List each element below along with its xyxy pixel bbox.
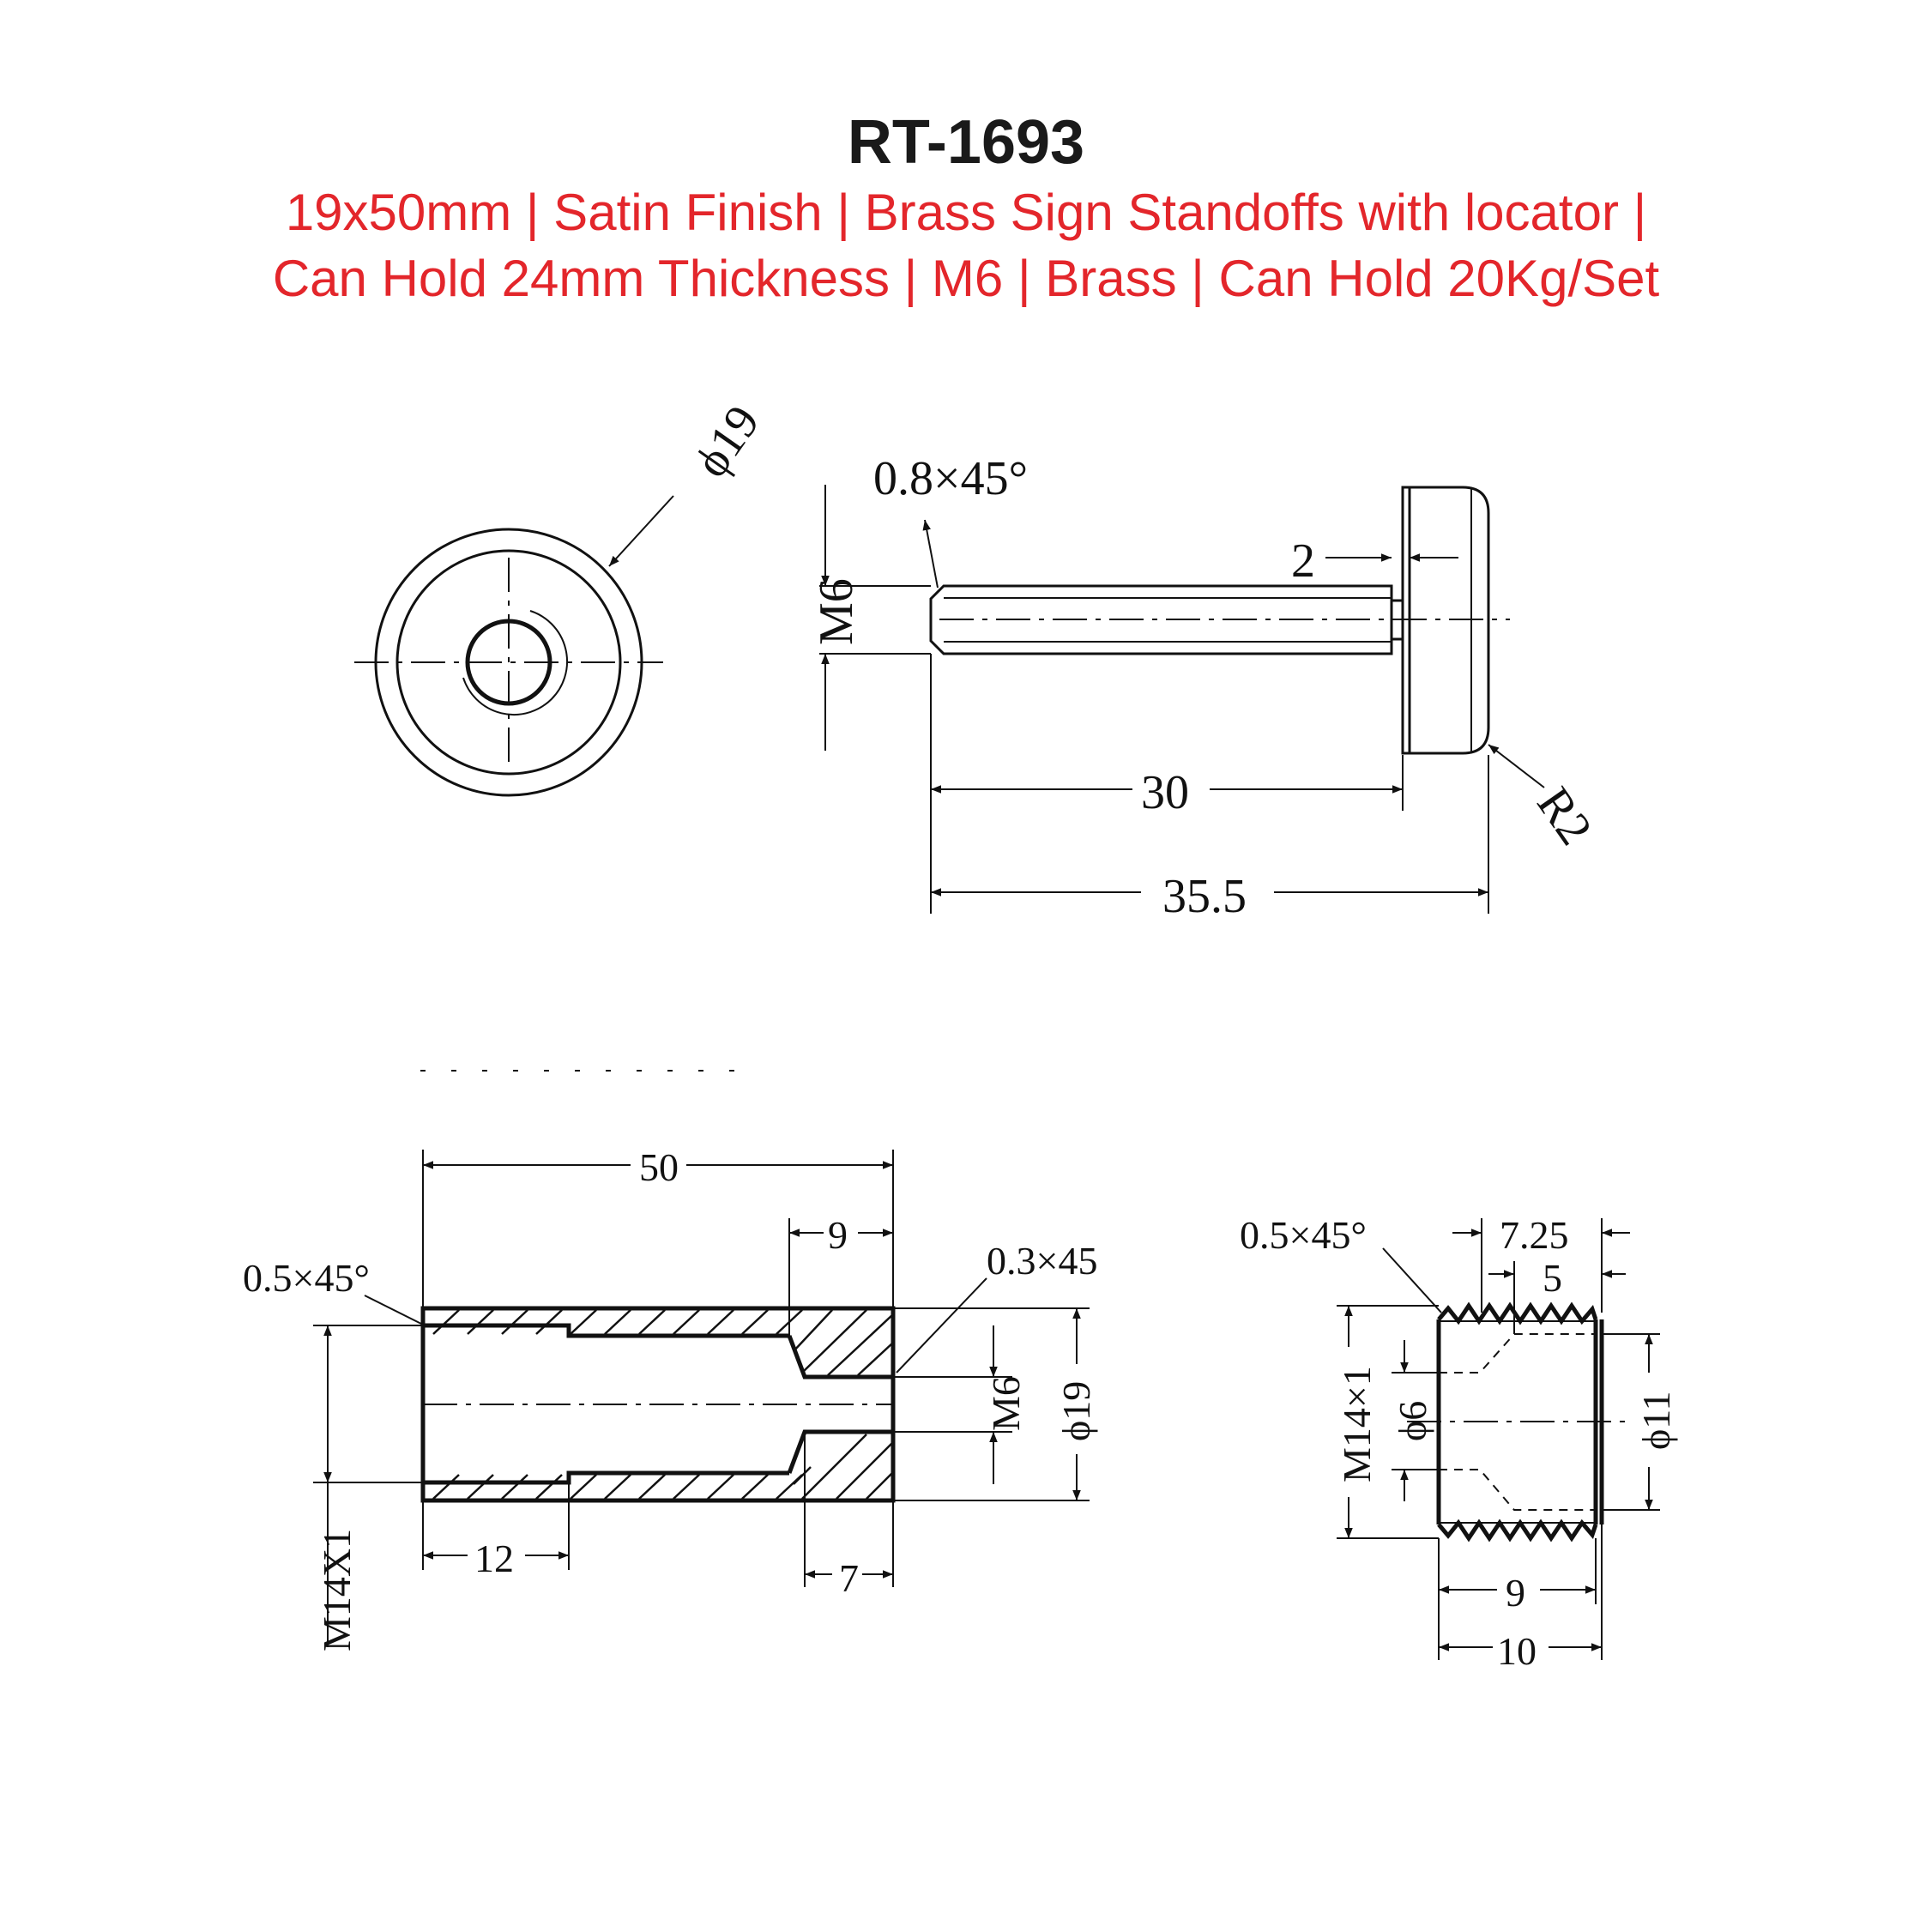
shank-length-label: 30 [1141,766,1189,819]
bore-depth-label: 9 [828,1213,848,1257]
length-d-label: 10 [1497,1629,1537,1673]
front-end-view [354,396,770,795]
seat-length-label: 7 [839,1556,859,1600]
hatch-top [433,1310,893,1375]
thread-m6-label: M6 [810,578,863,645]
inner-thread-label: M6 [984,1376,1028,1431]
spec-line-1: 19x50mm | Satin Finish | Brass Sign Standoffs with locator | [285,184,1647,241]
hatch-bottom [433,1434,893,1499]
locator-thread-label: M14×1 [1335,1366,1379,1482]
spec-line-2: Can Hold 24mm Thickness | M6 | Brass | Can Hold 20Kg/Set [272,250,1660,307]
locator-chamfer-label: 0.5×45° [1240,1213,1367,1257]
locator-view [1240,1213,1678,1673]
product-title: RT-1693 [847,108,1085,177]
overall-length-label: 35.5 [1162,870,1247,923]
screw-side-view [810,452,1603,923]
chamfer-left-label: 0.5×45° [243,1256,370,1300]
head-thickness-label: 2 [1291,534,1315,588]
outer-diameter-locator-label: ϕ11 [1634,1391,1678,1450]
length-a-label: 7.25 [1500,1213,1569,1257]
outer-thread-label: M14X1 [315,1528,359,1651]
thread-bottom [1439,1523,1596,1538]
chamfer-right-label: 0.3×45 [987,1239,1098,1283]
thread-top [1439,1306,1596,1321]
thread-length-label: 12 [474,1537,514,1580]
barrel-length-label: 50 [639,1145,679,1189]
length-b-label: 5 [1543,1256,1562,1300]
length-c-label: 9 [1506,1571,1525,1615]
inner-diameter-label: ϕ6 [1391,1400,1434,1441]
cap-diameter-label: ϕ19 [684,395,770,487]
radius-label: R2 [1526,777,1603,854]
chamfer-label: 0.8×45° [873,452,1028,505]
barrel-section-view [243,1145,1098,1651]
outer-diameter-label: ϕ19 [1054,1380,1098,1441]
